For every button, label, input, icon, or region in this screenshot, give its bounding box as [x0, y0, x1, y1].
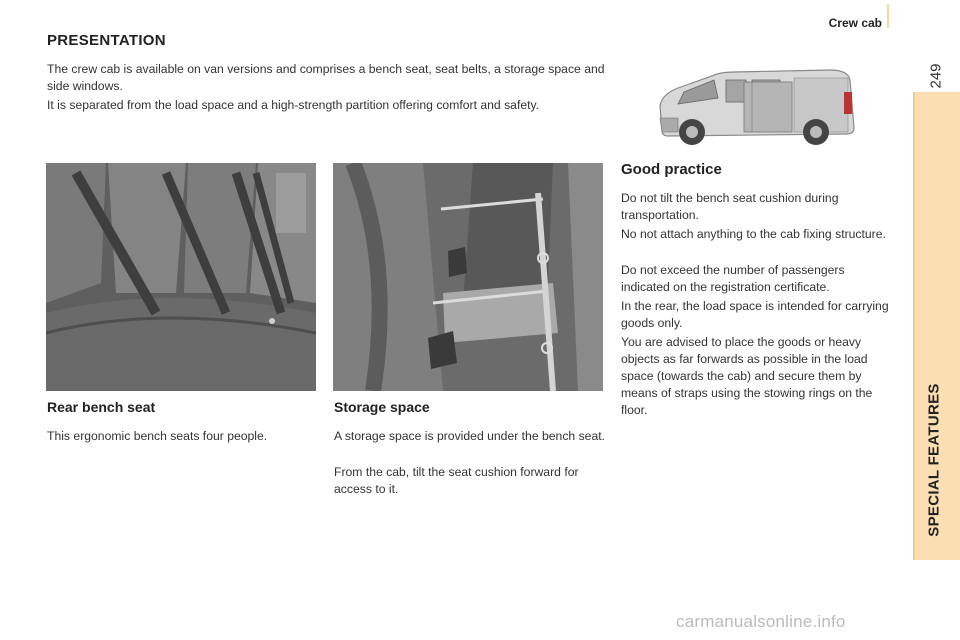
good-practice-paragraph-5: You are advised to place the goods or heavy objects as far forwards as possible in the load space (towards the cab) and secure them by means of straps using the stowing rings on the floor.: [621, 335, 873, 417]
good-practice-paragraph-3: Do not exceed the number of passengers indicated on the registration certificate.: [621, 263, 845, 294]
presentation-paragraph-1: The crew cab is available on van versions and comprises a bench seat, seat belts, a storage space and side windows.: [47, 62, 605, 93]
good-practice-heading: Good practice: [621, 161, 722, 178]
page-number: 249: [927, 63, 945, 89]
rear-bench-seat-heading: Rear bench seat: [47, 399, 156, 415]
presentation-paragraph-2: It is separated from the load space and a high-strength partition offering comfort and safety.: [47, 98, 540, 112]
side-tab-label: SPECIAL FEATURES: [925, 383, 943, 537]
rear-bench-seat-photo: [46, 163, 316, 391]
van-illustration: [648, 52, 860, 152]
header-divider: [887, 4, 889, 28]
good-practice-paragraph-2: No not attach anything to the cab fixing structure.: [621, 227, 886, 241]
good-practice-paragraph-4: In the rear, the load space is intended for carrying goods only.: [621, 299, 889, 330]
storage-space-paragraph-2: From the cab, tilt the seat cushion forward for access to it.: [334, 465, 579, 496]
watermark: carmanualsonline.info: [676, 612, 846, 631]
storage-space-photo: [333, 163, 603, 391]
storage-space-heading: Storage space: [334, 399, 430, 415]
running-header: Crew cab: [828, 16, 882, 30]
storage-space-paragraph-1: A storage space is provided under the bench seat.: [334, 429, 606, 443]
presentation-heading: PRESENTATION: [47, 32, 166, 49]
good-practice-paragraph-1: Do not tilt the bench seat cushion during transportation.: [621, 191, 839, 222]
rear-bench-seat-text: This ergonomic bench seats four people.: [47, 429, 268, 443]
